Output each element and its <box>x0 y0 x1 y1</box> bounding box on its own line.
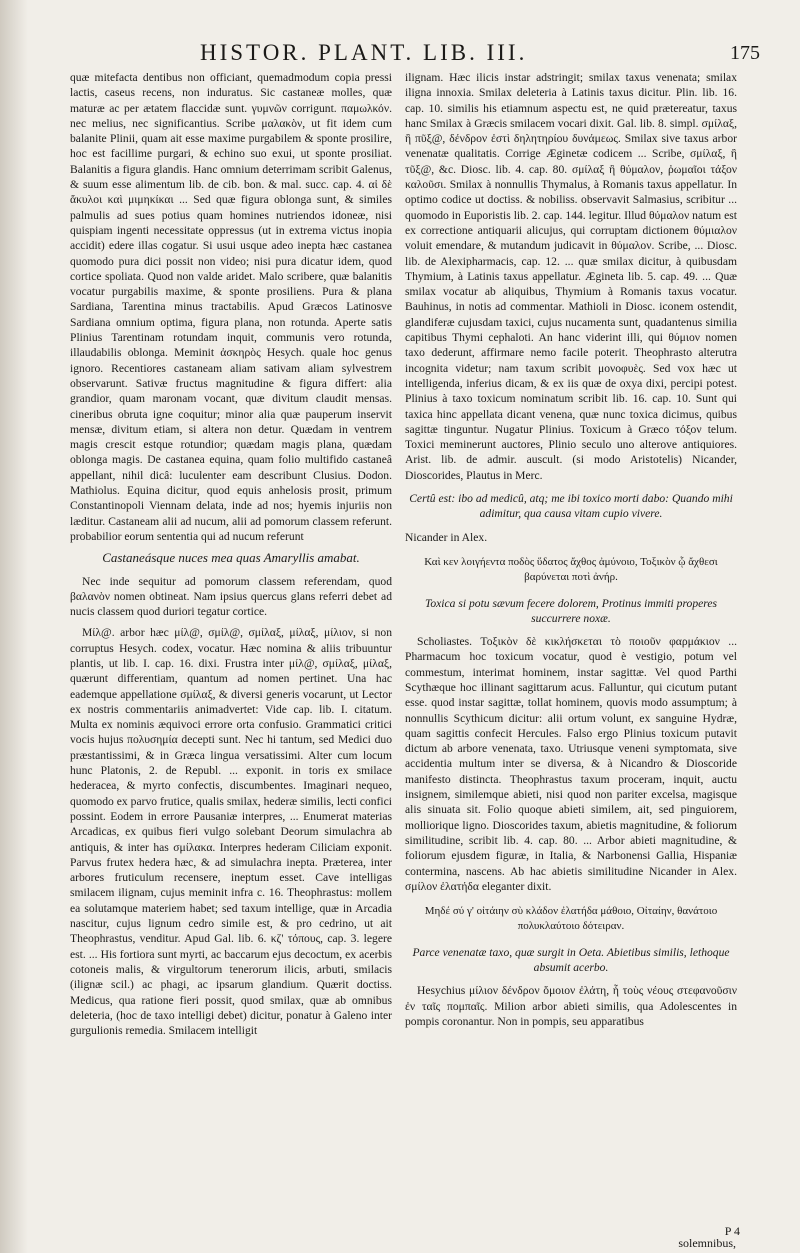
left-paragraph-2: Nec inde sequitur ad pomorum classem referendam, quod βαλανὸν nomen obtineat. Nam ipsius quercus glans referri debet ad nucis classem quod duriori tegatur cortice. <box>70 574 392 619</box>
latin-verse-3: Parce venenatæ taxo, quæ surgit in Oeta. Abietibus similis, lethoque absumit acerbo. <box>412 945 730 975</box>
running-head <box>200 40 760 70</box>
greek-verse-1: Καὶ κεν λοιγήεντα ποδὸς ὕδατος ἄχθος ἀμύνοιο, Τοξικὸν ᾧ ἄχθεσι βαρύνεται ποτὶ ἀνήρ. <box>424 555 718 584</box>
right-paragraph-1: ilignam. Hæc ilicis instar adstringit; smilax taxus venenata; smilax iligna innoxia. Smilax deleteria à Latinis taxus dicitur. Plin. lib. 16. cap. 10. similis his etiamnum aspectu est, ne quid prætereatur, taxus hanc Smilax à Græcis smilacem vocari dixit. Gal. lib. 8. simpl. σμίλαξ, ἣ πῦξ@, δένδρον ἐστὶ δηλητηρίου δυνάμεως. Smilax sive taxus arbor venenatæ qualitatis. Corrige Æginetæ codicem ... Scribe, σμίλαξ, ἣ τῦξ@, &c. Diosc. lib. 4. cap. 80. σμίλαξ ἣ θύμαλον, ῥωμαῖοι τάξον καλοῦσι. Smilax à nonnullis Thymalus, à Romanis taxus appellatur. In optimo codice ut doctiss. & nobiliss. observavit Salmasius, scribitur ... quomodo in Euporistis lib. 2. cap. 144. legitur. Illud θύμαλον natum est ex correctione antiquarii alicujus, qui corruptam dictionem θύμιαλον voluit emendare, & mutandum judicavit in θύμαλον. Scribe, ... Diosc. lib. de Alexipharmacis, cap. 12. ... quæ smilax dicitur, à quibusdam Thymium, à Latinis taxus appellatur. Ægineta lib. 5. cap. 49. ... Quæ smilax vocatur ab aliquibus, Thymium à Romanis taxus vocatur. Bauhinus, in notis ad commentar. Mathioli in Diosc. iconem ostendit, glandiferæ cujusdam taxici, cujus nucamenta sunt, quadantenus similia capitibus Thymi cephaloti. An hanc viderint illi, qui θύμιον nomen taxo dederunt, affirmare nemo facile poterit. Theophrasto alterutra incognita videtur; nam taxum scribit μονοφυὲς. Sed vox hæc ut intelligenda, inferius dicam, & ex iis quæ de oxya dixi, percipi potest. Plinius à taxo toxicum nominatum scribit lib. 16. cap. 10. Sunt qui taxica hinc appellata dicant venena, quæ nunc toxica dicimus, quibus sagittæ tinguntur. Nugatur Plinius. Toxicum à Græco τόξον telum. Toxici meminerunt auctores, Plinio seculo uno alterove antiquiores. Arist. lib. de admir. auscult. (si modo Aristotelis) Nicander, Dioscorides, Plautus in Merc. <box>405 71 737 482</box>
latin-verse-2: Toxica si potu sævum fecere dolorem, Protinus immiti properes succurrere noxæ. <box>424 596 718 625</box>
greek-verse-2: Μηδέ σύ γ' οἰτάιην σὺ κλάδον ἐλατήδα μάθοιο, Οἰταίην, θανάτοιο πολυκλαύτοιο δότειραν. <box>424 905 718 933</box>
plautus-verse: Certû est: ibo ad medicû, atq; me ibi toxico morti dabo: Quando mihi adimitur, qua causa vitam cupio vivere. <box>409 492 733 521</box>
left-paragraph-1: quæ mitefacta dentibus non officiant, quemadmodum copia pressi lactis, caseus recens, non induratus. Sic castaneæ molles, quæ maturæ ac per ætatem flaccidæ sunt. γυμνῶν corrigunt. παμωλκόν. nec melius, nec significantius. Scribe μαλακὸν, ut fit idem cum balanite Plinii, quam ait esse maxime purgabilem & sponte prosilire, hoc est facillime purgari, & echino suo exui, ut sponte prosiliat. Balanitis a figura glandis. Hanc omnium deterrimam scribit Galenus, & suum esse alimentum lib. de cib. bon. & mal. succ. cap. 4. αἱ δὲ ἄκυλοι καὶ μιμηκίκαι ... Sed quæ figura oblonga sunt, & similes palmulis ad sues potius quam homines nutriendos idoneæ, nisi quispiam ingenti necessitate oppressus (ut in extrema victus inopia accidit) edere illas cogatur. Si usui usque adeo inepta hæc castanea quomodo pura dici possit non video; nisi pura dicatur idem, quod cortice spoliata. Quod non valde aridet. Malo scribere, quæ balanitis vocatur purgabilis maxime, & sponte prosiliens. Pura & plana Sardiana, Tarentina minus tractabilis. Apud Græcos Latinosve Sardiana omnium optima, figura plana, non rotunda. Aperte satis Plinius Tarentinam rotundam inquit, communis vero rotunda, illaudabilis oblonga. Meminit ἀσκηρὸς Hesych. quale hoc genus ignoro. Recentiores castaneam aliam sativam aliam sylvestrem observarunt. Sativæ fructus magnitudine & figura differt: alia grandior, quam maronam vocant, quæ divitum claudit mensas. cineribus obruta igne coquitur; minor alia quæ pauperum inservit mensæ, divitum etiam, si altera non detur. Quædam in ventrem magis crescit estque rotundior; quædam magis plana, quædam oblonga magis. De castanea equina, quam folio multifido castaneâ appellant, nihil dicâ: luculenter eam describunt Clusius. Dodon. Mathiolus. Equina dicitur, quod equis anhelosis prosit, primum Constantinopoli Viennam delata, inde ad nos; hyemis injuriis non læditur. Castaneam alii ad nucum, alii ad pomorum classem referunt. probabilior eorum sententia qui ad nucum referunt <box>70 71 392 543</box>
nicander-heading: Nicander in Alex. <box>405 530 488 544</box>
right-paragraph-2: Scholiastes. Τοξικὸν δὲ κικλήσκεται τὸ ποιοῦν φαρμάκιον ... Pharmacum hoc toxicum vocatur, quod è vestigio, potum vel commestum, interimat hominem, instar sagittæ. Vel quod Parthi Scythæque hoc illinant sagittarum acus. Falluntur, qui cicutum putant esse. quod instar sagittæ, tollat hominem, quovis modo assumptum; à nonnullis Scythicum dicitur: alii ortum volunt, ex sanguine Hydræ, quam sagittis confecit Hercules. Falso ergo Plinius toxicum putavit dictum ab arbore venenata, taxo. Utriusque veneni symptomata, sive accidentia multum inter se diversa, & à Nicandro & Dioscoride manifesto distincta. Theophrastus taxum proceram, inquit, auctu insignem, similemque abieti, nisi quod non pariter excelsa, magisque alis sinuata sit. Folio quoque abieti similem, ait, sed pinguiorem, molliorique ligno. Dioscorides taxum, abietis magnitudine, & foliorum similitudine, scribit lib. 4. cap. 80. ... Arbor abieti magnitudine, & foliorum ejusdem figuræ, in Italia, & Narbonensi Gallia, Hispaniæ contermina, nascens. Ab hac abietis similitudine Nicander in Alex. σμίλον ἐλατήδα eleganter dixit. <box>405 635 737 893</box>
left-paragraph-3: Μίλ@. arbor hæc μίλ@, σμίλ@, σμίλαξ, μίλαξ, μίλιον, si non corruptus Hesych. codex, vocatur. Hæc nomina & aliis tribuuntur plantis, ut lib. I. cap. 16. dixi. Frustra inter μίλ@, σμίλαξ, μίλαξ, quærunt differentiam, quantum ad nomen pertinet. Una hac eademque appellatione σμίλαξ, & diversi generis vocarunt, ut Lector ex nostris commentariis animadvertet: Vide cap. lib. I. citatum. Multa ex nominis æquivoci errore orta confusio. Grammatici critici vocis hujus πολυσημία decepti sunt. Nec hi tantum, sed Medici duo præstantissimi, & in Græca lingua versatissimi. Alter cum locum hunc Platonis, 2. de Republ. ... exponit. in toris ex smilace hederacea, & myrto confectis, discumbentes. Imaginari nequeo, quomodo ex parvo frutice, qualis smilax, hederæ similis, lecti confici possint. Eodem in errore Pausaniæ interpres, ... Enumerat materias Arcadicas, ex quibus fieri vulgo solebant Deorum simulachra ab antiquis, & inter has σμίλακα. Interpres hederam Ciliciam exponit. Parvus frutex hedera hæc, & ad simulachra inepta. Præterea, inter arbores fruticulum recensere, ineptum esset. Cave intelligas smilacem ilignam, cujus meminit infra c. 16. Theophrastus: mollem ea solutamque materiem habet; sed taxum intellige, quæ in Arcadia nascitur, cujus lignum cedro simile est, & pro cedrino, ut ait Theophrastus, venditur. Apud Gal. lib. 6. κζ' τόπους, cap. 3. legere est. ... His fortiora sunt myrti, ac baccarum ejus decoctum, ex acerbis cotoneis malis, & virgultorum tenerorum ilicis, arbuti, smilacis (ilignæ scil.) ac phagi, ac ipsarum glandium. Quærit doctiss. Medicus, qua ratione fieri possit, quod smilax, quæ ab omnibus deleteria, (hoc de taxo intelligi debet) dicitur, ponatur à Galeno inter gurgulionis remedia. Smilacem intelligit <box>70 626 392 1038</box>
left-column <box>70 70 392 1044</box>
running-title: HISTOR. PLANT. LIB. III. <box>200 40 528 65</box>
right-paragraph-3: Hesychius μίλιον δένδρον ὅμοιον ἐλάτη, ἧ τοὺς νέους στεφανοῦσιν ἐν ταῖς πομπαῖς. Milion arbor abieti similis, qua Adolescentes in pompis coronantur. Non in pompis, seu apparatibus <box>405 984 737 1028</box>
page-number: 175 <box>730 42 760 64</box>
catchword: solemnibus, <box>678 1236 736 1250</box>
left-verse-heading: Castaneásque nuces mea quas Amaryllis amabat. <box>102 550 360 566</box>
gutter-shadow <box>0 0 28 1253</box>
right-column <box>405 70 737 1035</box>
signature-mark: P 4 <box>724 1224 740 1238</box>
